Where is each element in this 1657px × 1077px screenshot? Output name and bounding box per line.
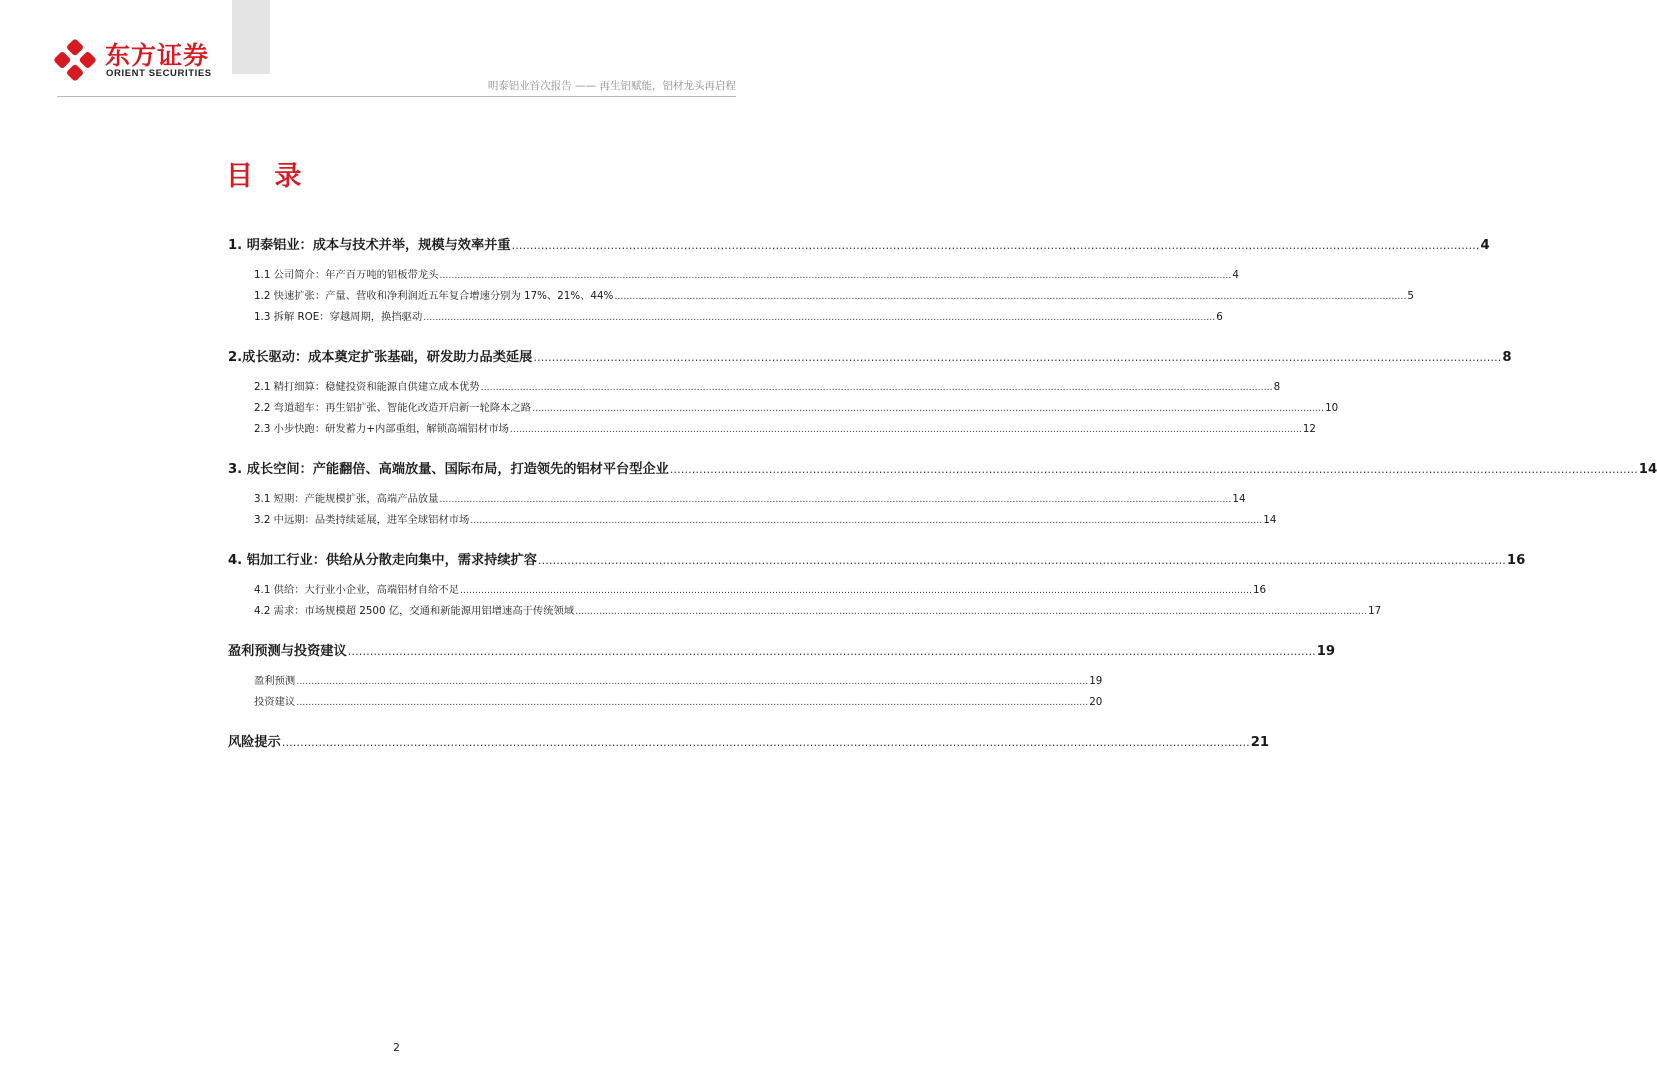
toc-entry-2-2[interactable] [254, 399, 1339, 414]
toc-entry-2-1[interactable] [254, 378, 1281, 393]
toc-leader-dots: ………………………………………………………………………………………………………………………………………………………………………………………………………………………………………… [575, 607, 1368, 617]
toc-entry-title: 盈利预测与投资建议 [228, 644, 347, 659]
toc-entry-3-2[interactable] [254, 511, 1277, 526]
toc-entry-page: 20 [1089, 696, 1103, 708]
toc-entry-risk[interactable] [228, 731, 1270, 750]
toc-entry-page: 8 [1502, 350, 1512, 365]
toc-title: 目 录 [226, 161, 308, 192]
toc-entry-title: 盈利预测 [254, 675, 296, 687]
toc-entry-title: 1.3 拆解 ROE：穿越周期，换挡驱动 [254, 311, 423, 323]
toc-entry-page: 21 [1250, 735, 1270, 750]
toc-entry-title: 1.1 公司简介：年产百万吨的铝板带龙头 [254, 269, 439, 281]
toc-entry-page: 5 [1407, 290, 1414, 302]
toc-entry-2[interactable] [228, 346, 1512, 365]
toc-entry-page: 19 [1089, 675, 1103, 687]
toc-entry-1-2[interactable] [254, 287, 1414, 302]
toc-entry-title: 4. 铝加工行业：供给从分散走向集中，需求持续扩容 [228, 553, 537, 568]
toc-leader-dots: ………………………………………………………………………………………………………………………………………………………………………………………………………………………………………… [439, 271, 1232, 281]
toc-entry-page: 6 [1216, 311, 1223, 323]
toc-entry-title: 2.成长驱动：成本奠定扩张基础，研发助力品类延展 [228, 350, 533, 365]
toc-entry-4[interactable] [228, 549, 1526, 568]
toc-leader-dots: ………………………………………………………………………………………………………………………………………………………………………………………………………………………………………… [347, 645, 1316, 658]
header-divider [57, 96, 736, 97]
toc-leader-dots: ………………………………………………………………………………………………………………………………………………………………………………………………………………………………………… [537, 554, 1506, 567]
toc-entry-title: 投资建议 [254, 696, 296, 708]
toc-entry-3[interactable] [228, 458, 1657, 477]
toc-leader-dots: ………………………………………………………………………………………………………………………………………………………………………………………………………………………………………… [296, 698, 1089, 708]
toc-entry-title: 风险提示 [228, 735, 281, 750]
toc-entry-title: 2.1 精打细算：稳健投资和能源自供建立成本优势 [254, 381, 480, 393]
toc-entry-3-1[interactable] [254, 490, 1246, 505]
toc-entry-title: 4.2 需求：市场规模超 2500 亿，交通和新能源用铝增速高于传统领域 [254, 605, 575, 617]
toc-entry-title: 3. 成长空间：产能翻倍、高端放量、国际布局，打造领先的铝材平台型企业 [228, 462, 669, 477]
toc-entry-4-2[interactable] [254, 602, 1382, 617]
toc-entry-page: 8 [1273, 381, 1281, 393]
toc-entry-page: 17 [1368, 605, 1382, 617]
toc-leader-dots: ………………………………………………………………………………………………………………………………………………………………………………………………………………………………………… [511, 239, 1480, 252]
toc-entry-page: 14 [1232, 493, 1246, 505]
toc-entry-title: 2.3 小步快跑：研发蓄力+内部重组，解锁高端铝材市场 [254, 423, 509, 435]
toc-entry-page: 16 [1253, 584, 1267, 596]
toc-entry-title: 3.2 中远期：品类持续延展，进军全球铝材市场 [254, 514, 470, 526]
toc-entry-1-3[interactable] [254, 308, 1223, 323]
toc-leader-dots: ………………………………………………………………………………………………………………………………………………………………………………………………………………………………………… [532, 404, 1325, 414]
toc-entry-1-1[interactable] [254, 266, 1239, 281]
logo-chinese-name: 东方证券 [105, 41, 210, 70]
toc-entry-page: 16 [1506, 553, 1526, 568]
report-subtitle: 明泰铝业首次报告 —— 再生铝赋能，铝材龙头再启程 [487, 80, 736, 92]
toc-leader-dots: ………………………………………………………………………………………………………………………………………………………………………………………………………………………………………… [509, 425, 1302, 435]
toc-leader-dots: ………………………………………………………………………………………………………………………………………………………………………………………………………………………………………… [480, 383, 1273, 393]
toc-leader-dots: ………………………………………………………………………………………………………………………………………………………………………………………………………………………………………… [439, 495, 1232, 505]
toc-entry-title: 4.1 供给：大行业小企业，高端铝材自给不足 [254, 584, 459, 596]
toc-entry-2-3[interactable] [254, 420, 1316, 435]
toc-entry-page: 14 [1263, 514, 1277, 526]
toc-leader-dots: ………………………………………………………………………………………………………………………………………………………………………………………………………………………………………… [296, 677, 1089, 687]
toc-leader-dots: ………………………………………………………………………………………………………………………………………………………………………………………………………………………………………… [669, 463, 1638, 476]
toc-leader-dots: ………………………………………………………………………………………………………………………………………………………………………………………………………………………………………… [614, 292, 1407, 302]
toc-entry-page: 14 [1638, 462, 1657, 477]
toc-leader-dots: ………………………………………………………………………………………………………………………………………………………………………………………………………………………………………… [460, 586, 1252, 596]
toc-entry-4-1[interactable] [254, 581, 1267, 596]
toc-entry-title: 1. 明泰铝业：成本与技术并举，规模与效率并重 [228, 238, 511, 253]
toc-entry-page: 4 [1232, 269, 1239, 281]
toc-entry-title: 2.2 弯道超车：再生铝扩张、智能化改造开启新一轮降本之路 [254, 402, 532, 414]
toc-entry-forecast-1[interactable] [254, 672, 1103, 687]
toc-leader-dots: ………………………………………………………………………………………………………………………………………………………………………………………………………………………………………… [423, 313, 1216, 323]
page-number: 2 [393, 1041, 400, 1054]
toc-entry-page: 4 [1480, 238, 1490, 253]
toc-leader-dots: ………………………………………………………………………………………………………………………………………………………………………………………………………………………………………… [533, 351, 1502, 364]
toc-entry-title: 1.2 快速扩张：产量、营收和净利润近五年复合增速分别为 17%、21%、44% [254, 290, 614, 302]
toc-entry-page: 12 [1302, 423, 1316, 435]
toc-leader-dots: ………………………………………………………………………………………………………………………………………………………………………………………………………………………………………… [470, 516, 1263, 526]
toc-entry-forecast[interactable] [228, 640, 1336, 659]
header-gray-tab [232, 0, 270, 74]
toc-leader-dots: ………………………………………………………………………………………………………………………………………………………………………………………………………………………………………… [281, 736, 1250, 749]
toc-entry-page: 10 [1325, 402, 1339, 414]
toc-entry-forecast-2[interactable] [254, 693, 1103, 708]
toc-entry-page: 19 [1316, 644, 1336, 659]
toc-entry-title: 3.1 短期：产能规模扩张，高端产品放量 [254, 493, 439, 505]
toc-entry-1[interactable] [228, 234, 1490, 253]
logo-english-name: ORIENT SECURITIES [106, 68, 212, 79]
orient-logo-icon [55, 40, 95, 80]
